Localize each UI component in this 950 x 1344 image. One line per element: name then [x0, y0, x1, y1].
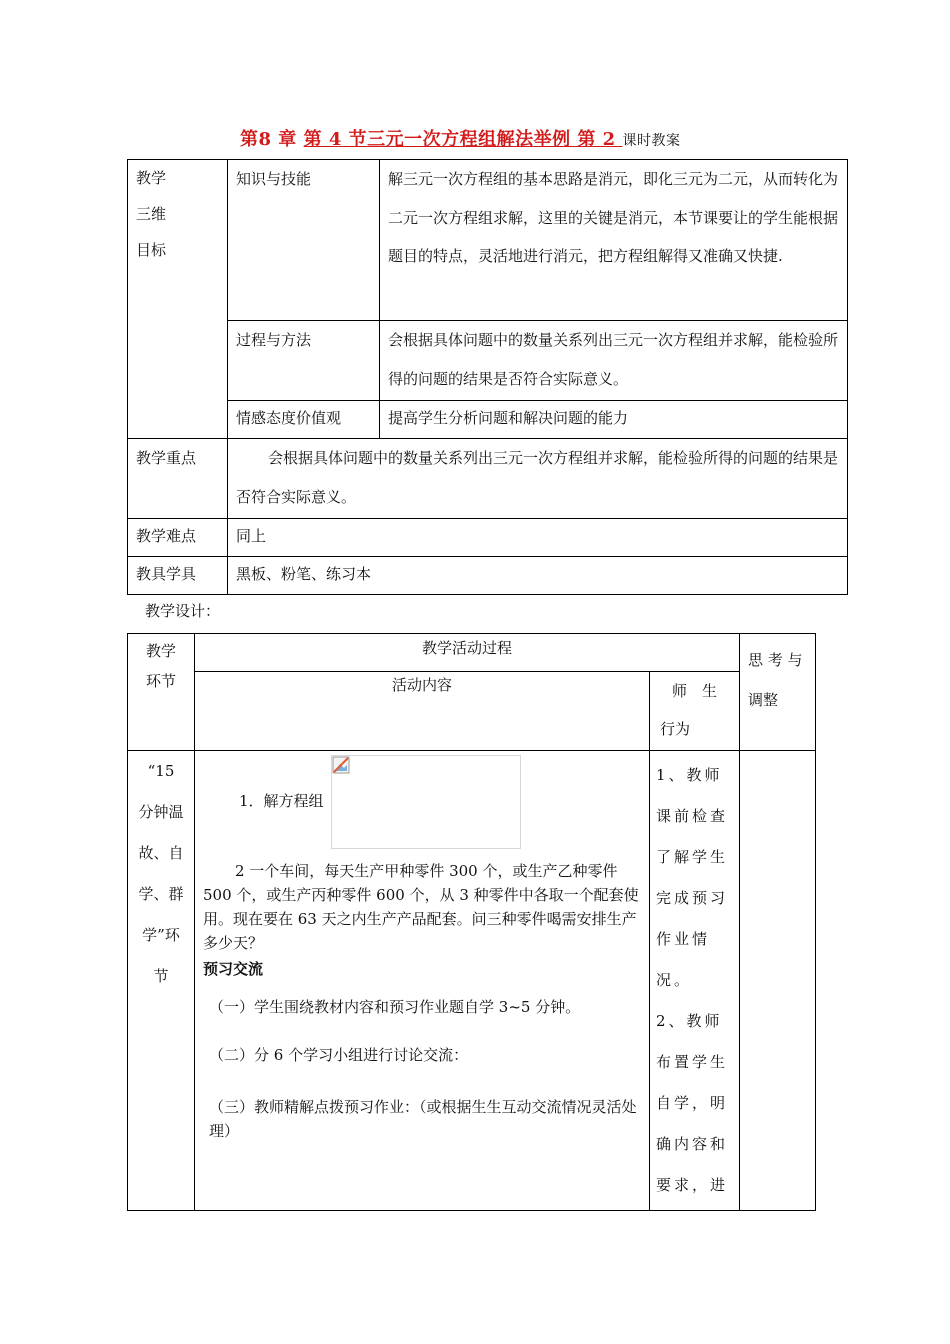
objectives-label: [128, 160, 228, 439]
objective-text-attitude: 提高学生分析问题和解决问题的能力: [380, 401, 848, 439]
teacher-line: 了解学生: [656, 848, 729, 866]
teacher-line: 1、教师: [656, 766, 723, 784]
title-section: 第 4 节: [303, 129, 368, 150]
title-suffix: 课时教案: [622, 133, 681, 149]
teacher-header-line: 行为: [660, 720, 691, 738]
stage-line: 故、自: [138, 844, 184, 862]
teacher-header: [650, 672, 740, 751]
reflect-header-line: 调整: [748, 691, 779, 709]
step1-text: （一）学生围绕教材内容和预习作业题自学 3~5 分钟。: [209, 998, 581, 1016]
difficulty-label: 教学难点: [128, 519, 228, 557]
item1-text: 1．解方程组: [239, 792, 324, 810]
title-chapter: 第8 章: [240, 129, 304, 150]
stage-line: 节: [153, 967, 169, 985]
item1-row: [203, 755, 641, 851]
teacher-line: 确内容和: [656, 1135, 729, 1153]
objective-text-knowledge: 解三元一次方程组的基本思路是消元，即化三元为二元，从而转化为二元一次方程组求解，这里的关键是消元，本节课要让的学生能根据题目的特点，灵活地进行消元，把方程组解得又准确又快捷.: [380, 160, 848, 321]
stage-line: 分钟温: [138, 803, 184, 821]
stage-header-line: 环节: [145, 672, 176, 690]
teacher-line: 要求，进: [656, 1176, 729, 1194]
objectives-label-line: 教学: [136, 169, 167, 187]
teacher-line: 自学，明: [656, 1094, 729, 1112]
key-points-text: 会根据具体问题中的数量关系列出三元一次方程组并求解，能检验所得的问题的结果是否符合实际意义。: [228, 439, 848, 519]
stage-header-line: 教学: [145, 642, 176, 660]
reflect-header-line: 思 考 与: [748, 651, 803, 669]
objective-text-process: 会根据具体问题中的数量关系列出三元一次方程组并求解，能检验所得的问题的结果是否符合实际意义。: [380, 321, 848, 401]
teacher-line: 况。: [656, 971, 693, 989]
design-table: [127, 633, 816, 1211]
teacher-header-line: 师 生: [672, 682, 718, 700]
objectives-label-line: 目标: [136, 241, 167, 259]
tools-label: 教具学具: [128, 557, 228, 595]
stage-header: [128, 634, 195, 751]
difficulty-text: 同上: [228, 519, 848, 557]
objective-label-attitude: 情感态度价值观: [228, 401, 380, 439]
stage-line: “15: [147, 762, 175, 780]
key-points-label: 教学重点: [128, 439, 228, 519]
content-header: 活动内容: [195, 672, 650, 751]
process-header: 教学活动过程: [195, 634, 740, 672]
item2-text: 2 一个车间，每天生产甲种零件 300 个，或生产乙种零件 500 个，或生产丙种零件 600 个，从 3 种零件中各取一个配套使用。现在要在 63 天之内生产产品配套。问三种零件喝需安排生产多少天？: [203, 862, 639, 952]
title-topic: 三元一次方程组解法举例: [367, 129, 578, 150]
design-label: 教学设计：: [145, 602, 221, 620]
objectives-table: [127, 159, 848, 595]
objectives-label-line: 三维: [136, 205, 167, 223]
teacher-line: 完成预习: [656, 889, 729, 907]
page-title: [240, 125, 680, 151]
reflect-cell: [740, 751, 816, 1211]
teacher-behavior: [650, 751, 740, 1211]
objective-label-knowledge: 知识与技能: [228, 160, 380, 321]
stage-cell: [128, 751, 195, 1211]
teacher-line: 课前检查: [656, 807, 729, 825]
title-lesson: 第 2: [577, 129, 623, 150]
equation-image: [331, 755, 521, 849]
stage-line: 学、群: [138, 885, 184, 903]
preview-title: 预习交流: [203, 960, 264, 978]
reflect-header: [740, 634, 816, 751]
step2-text: （二）分 6 个学习小组进行讨论交流：: [209, 1046, 469, 1064]
objective-label-process: 过程与方法: [228, 321, 380, 401]
teacher-line: 2、教师: [656, 1012, 723, 1030]
step3-text: （三）教师精解点拨预习作业：（或根据生生互动交流情况灵活处理）: [209, 1098, 637, 1140]
teacher-line: 作业情: [656, 930, 711, 948]
broken-image-icon: [332, 756, 350, 774]
activity-content: [195, 751, 650, 1211]
tools-text: 黑板、粉笔、练习本: [228, 557, 848, 595]
stage-line: 学”环: [142, 926, 180, 944]
teacher-line: 布置学生: [656, 1053, 729, 1071]
